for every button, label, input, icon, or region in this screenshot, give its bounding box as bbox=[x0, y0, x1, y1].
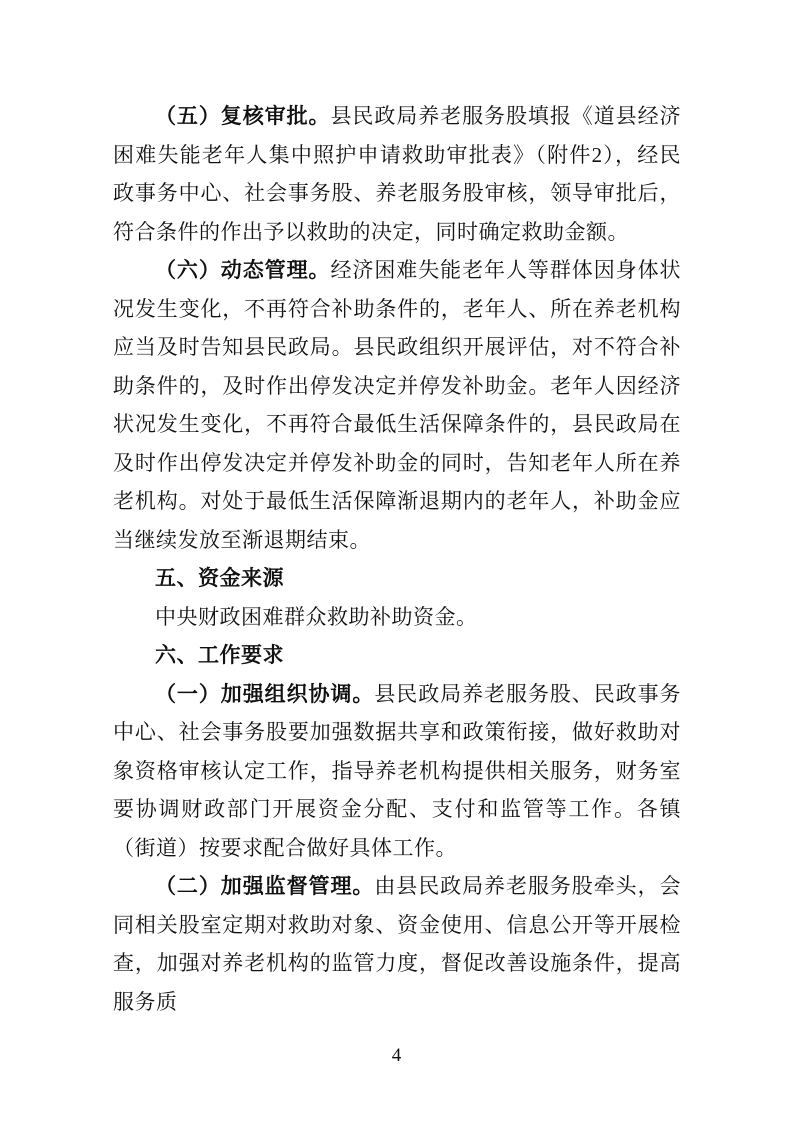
paragraph-section-6-dynamic-management bbox=[113, 251, 681, 559]
paragraph-text: 县民政局养老服务股、民政事务中心、社会事务股要加强数据共享和政策衔接，做好救助对象资格审核认定工作，指导养老机构提供相关服务，财务室要协调财政部门开展资金分配、支付和监管等工作。各镇（街道）按要求配合做好具体工作。 bbox=[113, 681, 682, 860]
heading-work-requirements bbox=[113, 636, 681, 675]
page-number: 4 bbox=[391, 1045, 402, 1066]
page-footer bbox=[0, 1045, 793, 1067]
paragraph-section-5-review-approval bbox=[113, 97, 681, 251]
document-body bbox=[113, 97, 681, 1021]
heading-text: 六、工作要求 bbox=[155, 643, 284, 667]
paragraph-strengthen-coordination bbox=[113, 675, 681, 868]
paragraph-lead: （六）动态管理。 bbox=[155, 258, 331, 282]
paragraph-strengthen-supervision bbox=[113, 867, 681, 1021]
heading-funding-source bbox=[113, 559, 681, 598]
paragraph-text: 中央财政困难群众救助补助资金。 bbox=[155, 604, 478, 629]
paragraph-text: 由县民政局养老服务股牵头，会同相关股室定期对救助对象、资金使用、信息公开等开展检查，加强对养老机构的监管力度，督促改善设施条件，提高服务质 bbox=[113, 874, 682, 1014]
paragraph-lead: （五）复核审批。 bbox=[155, 104, 331, 128]
paragraph-text: 经济困难失能老年人等群体因身体状况发生变化，不再符合补助条件的，老年人、所在养老机构应当及时告知县民政局。县民政组织开展评估，对不符合补助条件的，及时作出停发决定并停发补助金。老年人因经济状况发生变化，不再符合最低生活保障条件的，县民政局在及时作出停发决定并停发补助金的同时，告知老年人所在养老机构。对处于最低生活保障渐退期内的老年人，补助金应当继续发放至渐退期结束。 bbox=[113, 258, 682, 552]
paragraph-funding-source-body bbox=[113, 598, 681, 637]
paragraph-lead: （二）加强监督管理。 bbox=[155, 874, 375, 898]
paragraph-lead: （一）加强组织协调。 bbox=[155, 681, 375, 706]
heading-text: 五、资金来源 bbox=[155, 566, 284, 590]
paragraph-text: 县民政局养老服务股填报《道县经济困难失能老年人集中照护申请救助审批表》（附件2），经民政事务中心、社会事务股、养老服务股审核，领导审批后，符合条件的作出予以救助的决定，同时确定救助金额。 bbox=[113, 104, 682, 244]
